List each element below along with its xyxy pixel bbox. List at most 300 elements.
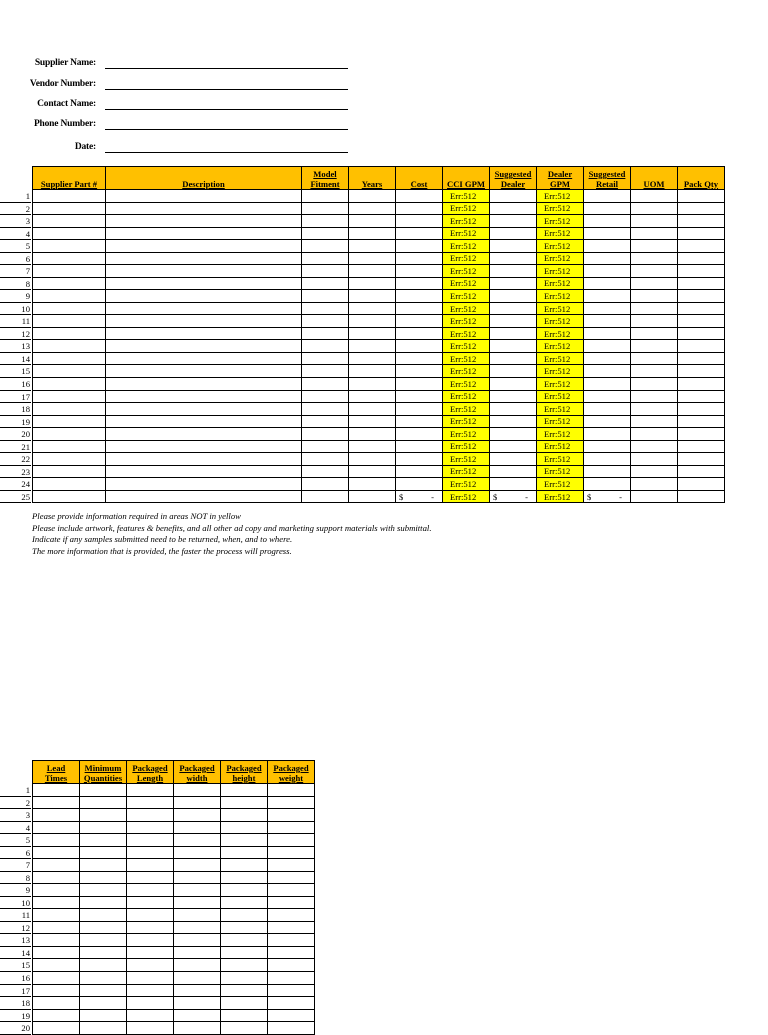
table-cell[interactable] (396, 290, 443, 303)
table-cell[interactable] (174, 946, 221, 959)
table-cell[interactable] (349, 478, 396, 491)
table-cell[interactable] (33, 784, 80, 797)
table-cell[interactable] (268, 1022, 315, 1035)
table-cell[interactable] (106, 252, 302, 265)
table-cell[interactable] (268, 997, 315, 1010)
table-cell[interactable] (33, 352, 106, 365)
table-cell[interactable] (127, 997, 174, 1010)
table-cell[interactable] (631, 365, 678, 378)
table-cell[interactable] (302, 377, 349, 390)
table-cell[interactable] (106, 327, 302, 340)
table-cell[interactable] (106, 190, 302, 203)
table-cell[interactable] (678, 227, 725, 240)
table-cell[interactable] (396, 403, 443, 416)
table-cell[interactable] (106, 478, 302, 491)
table-cell[interactable] (349, 465, 396, 478)
table-cell[interactable] (584, 478, 631, 491)
table-cell[interactable] (268, 859, 315, 872)
table-cell[interactable] (33, 428, 106, 441)
table-cell[interactable] (584, 302, 631, 315)
table-cell[interactable] (127, 946, 174, 959)
table-cell[interactable] (302, 490, 349, 503)
table-cell[interactable] (490, 290, 537, 303)
table-cell[interactable] (584, 315, 631, 328)
table-cell[interactable] (584, 252, 631, 265)
table-cell[interactable] (33, 946, 80, 959)
table-cell[interactable] (584, 365, 631, 378)
table-cell[interactable] (396, 327, 443, 340)
table-cell[interactable] (584, 290, 631, 303)
table-cell[interactable] (396, 315, 443, 328)
table-cell[interactable] (268, 846, 315, 859)
table-cell[interactable] (490, 352, 537, 365)
table-cell[interactable] (80, 921, 127, 934)
table-cell[interactable] (349, 390, 396, 403)
table-cell[interactable] (174, 934, 221, 947)
table-cell[interactable] (490, 215, 537, 228)
table-cell[interactable] (33, 909, 80, 922)
table-cell[interactable] (174, 846, 221, 859)
table-cell[interactable] (302, 202, 349, 215)
table-cell[interactable] (678, 240, 725, 253)
table-cell[interactable] (80, 896, 127, 909)
table-cell[interactable] (221, 884, 268, 897)
table-cell[interactable] (584, 440, 631, 453)
table-cell[interactable] (678, 365, 725, 378)
table-cell[interactable] (221, 796, 268, 809)
table-cell[interactable] (268, 896, 315, 909)
table-cell[interactable] (33, 809, 80, 822)
table-cell[interactable] (268, 784, 315, 797)
table-cell[interactable] (678, 215, 725, 228)
table-cell[interactable] (106, 377, 302, 390)
table-cell[interactable] (349, 290, 396, 303)
table-cell[interactable] (631, 290, 678, 303)
table-cell[interactable] (174, 984, 221, 997)
table-cell[interactable] (302, 403, 349, 416)
table-cell[interactable] (174, 896, 221, 909)
table-cell[interactable] (33, 821, 80, 834)
table-cell[interactable] (33, 215, 106, 228)
table-cell[interactable] (490, 415, 537, 428)
table-cell[interactable] (631, 215, 678, 228)
table-cell[interactable] (174, 834, 221, 847)
table-cell[interactable] (349, 490, 396, 503)
table-cell[interactable] (349, 252, 396, 265)
table-cell[interactable] (349, 403, 396, 416)
table-cell[interactable] (302, 365, 349, 378)
table-cell[interactable] (302, 428, 349, 441)
table-cell[interactable] (174, 959, 221, 972)
table-cell[interactable] (631, 440, 678, 453)
table-cell[interactable] (221, 921, 268, 934)
table-cell[interactable] (631, 490, 678, 503)
form-field-input-line[interactable] (105, 129, 348, 130)
table-cell[interactable] (268, 884, 315, 897)
table-cell[interactable] (33, 997, 80, 1010)
table-cell[interactable] (678, 453, 725, 466)
table-cell[interactable] (349, 302, 396, 315)
table-cell[interactable] (302, 415, 349, 428)
table-cell[interactable] (80, 934, 127, 947)
table-cell[interactable] (349, 352, 396, 365)
table-cell[interactable] (678, 327, 725, 340)
table-cell[interactable] (584, 215, 631, 228)
table-cell[interactable] (396, 415, 443, 428)
table-cell[interactable] (631, 352, 678, 365)
table-cell[interactable] (221, 896, 268, 909)
table-cell[interactable] (221, 871, 268, 884)
table-cell[interactable] (268, 959, 315, 972)
table-cell[interactable] (631, 377, 678, 390)
table-cell[interactable] (396, 465, 443, 478)
table-cell[interactable] (584, 403, 631, 416)
table-cell[interactable] (174, 809, 221, 822)
table-cell[interactable] (174, 971, 221, 984)
table-cell[interactable] (33, 340, 106, 353)
table-cell[interactable] (80, 859, 127, 872)
table-cell[interactable] (106, 365, 302, 378)
table-cell[interactable] (221, 971, 268, 984)
table-cell[interactable] (349, 340, 396, 353)
table-cell[interactable] (631, 340, 678, 353)
table-cell[interactable] (678, 428, 725, 441)
table-cell[interactable] (490, 277, 537, 290)
table-cell[interactable] (349, 440, 396, 453)
table-cell[interactable] (33, 959, 80, 972)
table-cell[interactable] (584, 415, 631, 428)
table-cell[interactable] (584, 352, 631, 365)
table-cell[interactable] (33, 252, 106, 265)
table-cell[interactable] (396, 478, 443, 491)
table-cell[interactable] (396, 390, 443, 403)
table-cell[interactable] (33, 796, 80, 809)
table-cell[interactable] (678, 265, 725, 278)
table-cell[interactable] (490, 478, 537, 491)
table-cell[interactable] (33, 265, 106, 278)
table-cell[interactable] (80, 997, 127, 1010)
table-cell[interactable] (127, 984, 174, 997)
table-cell[interactable] (127, 909, 174, 922)
table-cell[interactable] (631, 315, 678, 328)
table-cell[interactable] (584, 227, 631, 240)
table-cell[interactable] (349, 277, 396, 290)
table-cell[interactable] (678, 415, 725, 428)
table-cell[interactable] (33, 327, 106, 340)
table-cell[interactable] (631, 403, 678, 416)
table-cell[interactable] (631, 428, 678, 441)
table-cell[interactable] (396, 302, 443, 315)
table-cell[interactable] (80, 946, 127, 959)
table-cell[interactable] (490, 428, 537, 441)
form-field-input-line[interactable] (105, 68, 348, 69)
table-cell[interactable] (33, 315, 106, 328)
table-cell[interactable] (396, 227, 443, 240)
table-cell[interactable] (33, 934, 80, 947)
table-cell[interactable] (80, 884, 127, 897)
table-cell[interactable] (631, 190, 678, 203)
table-cell[interactable] (678, 440, 725, 453)
table-cell[interactable] (80, 784, 127, 797)
table-cell[interactable] (302, 190, 349, 203)
table-cell[interactable] (80, 846, 127, 859)
table-cell[interactable] (349, 377, 396, 390)
table-cell[interactable] (33, 1009, 80, 1022)
table-cell[interactable] (302, 215, 349, 228)
table-cell[interactable] (221, 846, 268, 859)
table-cell[interactable] (302, 327, 349, 340)
table-cell[interactable] (106, 440, 302, 453)
table-cell[interactable] (631, 453, 678, 466)
table-cell[interactable] (268, 834, 315, 847)
table-cell[interactable] (174, 921, 221, 934)
table-cell[interactable] (80, 971, 127, 984)
table-cell[interactable] (396, 440, 443, 453)
table-cell[interactable] (584, 327, 631, 340)
table-cell[interactable] (631, 415, 678, 428)
table-cell[interactable] (302, 252, 349, 265)
table-cell[interactable] (302, 352, 349, 365)
table-cell[interactable] (631, 240, 678, 253)
table-cell[interactable] (33, 440, 106, 453)
table-cell[interactable] (349, 365, 396, 378)
table-cell[interactable] (127, 834, 174, 847)
table-cell[interactable] (396, 265, 443, 278)
table-cell[interactable] (678, 490, 725, 503)
table-cell[interactable] (174, 784, 221, 797)
table-cell[interactable] (80, 871, 127, 884)
table-cell[interactable] (33, 377, 106, 390)
table-cell[interactable] (584, 465, 631, 478)
table-cell[interactable] (396, 453, 443, 466)
table-cell[interactable] (396, 190, 443, 203)
table-cell[interactable] (678, 277, 725, 290)
table-cell[interactable] (490, 202, 537, 215)
table-cell[interactable] (127, 1022, 174, 1035)
table-cell[interactable] (106, 277, 302, 290)
table-cell[interactable] (127, 921, 174, 934)
table-cell[interactable] (490, 440, 537, 453)
table-cell[interactable] (490, 465, 537, 478)
table-cell[interactable] (106, 428, 302, 441)
table-cell[interactable] (302, 240, 349, 253)
table-cell[interactable] (33, 871, 80, 884)
table-cell[interactable] (33, 365, 106, 378)
table-cell[interactable] (490, 403, 537, 416)
table-cell[interactable] (174, 884, 221, 897)
table-cell[interactable] (349, 227, 396, 240)
table-cell[interactable] (490, 390, 537, 403)
table-cell[interactable] (490, 327, 537, 340)
table-cell[interactable] (80, 796, 127, 809)
table-cell[interactable] (33, 896, 80, 909)
table-cell[interactable] (268, 946, 315, 959)
table-cell[interactable] (631, 478, 678, 491)
table-cell[interactable] (678, 290, 725, 303)
table-cell[interactable] (349, 240, 396, 253)
table-cell[interactable] (302, 440, 349, 453)
table-cell[interactable] (631, 327, 678, 340)
table-cell[interactable] (221, 959, 268, 972)
table-cell[interactable] (678, 377, 725, 390)
table-cell[interactable] (302, 277, 349, 290)
table-cell[interactable] (302, 465, 349, 478)
table-cell[interactable] (678, 190, 725, 203)
table-cell[interactable] (396, 365, 443, 378)
table-cell[interactable] (349, 315, 396, 328)
table-cell[interactable] (33, 1022, 80, 1035)
table-cell[interactable] (349, 327, 396, 340)
table-cell[interactable] (490, 227, 537, 240)
table-cell[interactable] (490, 315, 537, 328)
table-cell[interactable] (490, 365, 537, 378)
table-cell[interactable] (396, 277, 443, 290)
table-cell[interactable] (221, 984, 268, 997)
table-cell[interactable] (127, 821, 174, 834)
table-cell[interactable] (106, 465, 302, 478)
table-cell[interactable] (127, 959, 174, 972)
table-cell[interactable] (490, 252, 537, 265)
table-cell[interactable] (127, 859, 174, 872)
table-cell[interactable] (106, 240, 302, 253)
table-cell[interactable] (127, 896, 174, 909)
table-cell[interactable] (33, 453, 106, 466)
table-cell[interactable] (221, 784, 268, 797)
table-cell[interactable] (631, 202, 678, 215)
table-cell[interactable] (127, 934, 174, 947)
table-cell[interactable] (268, 871, 315, 884)
table-cell[interactable] (396, 240, 443, 253)
table-cell[interactable] (631, 265, 678, 278)
table-cell[interactable] (221, 809, 268, 822)
table-cell[interactable] (396, 428, 443, 441)
table-cell[interactable] (678, 478, 725, 491)
table-cell[interactable] (127, 871, 174, 884)
table-cell[interactable] (106, 453, 302, 466)
table-cell[interactable] (268, 821, 315, 834)
table-cell[interactable] (106, 403, 302, 416)
table-cell[interactable] (490, 190, 537, 203)
table-cell[interactable] (678, 252, 725, 265)
table-cell[interactable] (302, 302, 349, 315)
table-cell[interactable] (33, 884, 80, 897)
table-cell[interactable] (106, 352, 302, 365)
table-cell[interactable] (127, 884, 174, 897)
table-cell[interactable] (268, 909, 315, 922)
table-cell[interactable] (174, 859, 221, 872)
table-cell[interactable] (678, 302, 725, 315)
table-cell[interactable] (268, 934, 315, 947)
table-cell[interactable] (80, 959, 127, 972)
table-cell[interactable] (490, 340, 537, 353)
form-field-input-line[interactable] (105, 89, 348, 90)
table-cell[interactable] (33, 227, 106, 240)
table-cell[interactable] (80, 1009, 127, 1022)
table-cell[interactable] (221, 1009, 268, 1022)
table-cell[interactable] (678, 465, 725, 478)
table-cell[interactable] (678, 390, 725, 403)
table-cell[interactable] (33, 846, 80, 859)
table-cell[interactable] (268, 809, 315, 822)
table-cell[interactable] (127, 796, 174, 809)
table-cell[interactable] (678, 403, 725, 416)
table-cell[interactable] (33, 921, 80, 934)
table-cell[interactable] (349, 190, 396, 203)
table-cell[interactable] (349, 453, 396, 466)
table-cell[interactable] (221, 1022, 268, 1035)
table-cell[interactable] (33, 277, 106, 290)
table-cell[interactable] (33, 202, 106, 215)
table-cell[interactable] (106, 215, 302, 228)
table-cell[interactable] (678, 202, 725, 215)
table-cell[interactable] (174, 871, 221, 884)
table-cell[interactable] (396, 340, 443, 353)
table-cell[interactable] (221, 934, 268, 947)
table-cell[interactable] (221, 997, 268, 1010)
table-cell[interactable] (221, 946, 268, 959)
table-cell[interactable] (80, 809, 127, 822)
table-cell[interactable] (302, 227, 349, 240)
table-cell[interactable] (174, 1009, 221, 1022)
table-cell[interactable] (490, 453, 537, 466)
table-cell[interactable] (396, 215, 443, 228)
table-cell[interactable] (221, 834, 268, 847)
table-cell[interactable] (631, 252, 678, 265)
table-cell[interactable] (302, 390, 349, 403)
table-cell[interactable] (490, 302, 537, 315)
table-cell[interactable] (106, 290, 302, 303)
table-cell[interactable] (584, 428, 631, 441)
table-cell[interactable] (490, 377, 537, 390)
table-cell[interactable] (584, 453, 631, 466)
table-cell[interactable] (221, 909, 268, 922)
table-cell[interactable] (174, 909, 221, 922)
table-cell[interactable] (127, 809, 174, 822)
table-cell[interactable] (584, 202, 631, 215)
table-cell[interactable] (221, 821, 268, 834)
table-cell[interactable] (268, 984, 315, 997)
table-cell[interactable] (268, 1009, 315, 1022)
table-cell[interactable] (584, 240, 631, 253)
table-cell[interactable] (127, 971, 174, 984)
table-cell[interactable] (33, 971, 80, 984)
table-cell[interactable] (106, 202, 302, 215)
table-cell[interactable] (106, 490, 302, 503)
table-cell[interactable] (106, 390, 302, 403)
table-cell[interactable] (349, 215, 396, 228)
table-cell[interactable] (106, 227, 302, 240)
table-cell[interactable] (396, 202, 443, 215)
form-field-input-line[interactable] (105, 109, 348, 110)
table-cell[interactable] (33, 465, 106, 478)
table-cell[interactable] (106, 302, 302, 315)
table-cell[interactable] (268, 971, 315, 984)
table-cell[interactable] (302, 290, 349, 303)
table-cell[interactable] (80, 984, 127, 997)
table-cell[interactable] (80, 834, 127, 847)
table-cell[interactable] (33, 190, 106, 203)
table-cell[interactable] (33, 415, 106, 428)
table-cell[interactable] (302, 453, 349, 466)
table-cell[interactable] (106, 265, 302, 278)
table-cell[interactable] (174, 821, 221, 834)
table-cell[interactable] (33, 302, 106, 315)
table-cell[interactable] (631, 390, 678, 403)
table-cell[interactable] (106, 315, 302, 328)
table-cell[interactable] (584, 265, 631, 278)
table-cell[interactable] (631, 465, 678, 478)
table-cell[interactable] (33, 834, 80, 847)
